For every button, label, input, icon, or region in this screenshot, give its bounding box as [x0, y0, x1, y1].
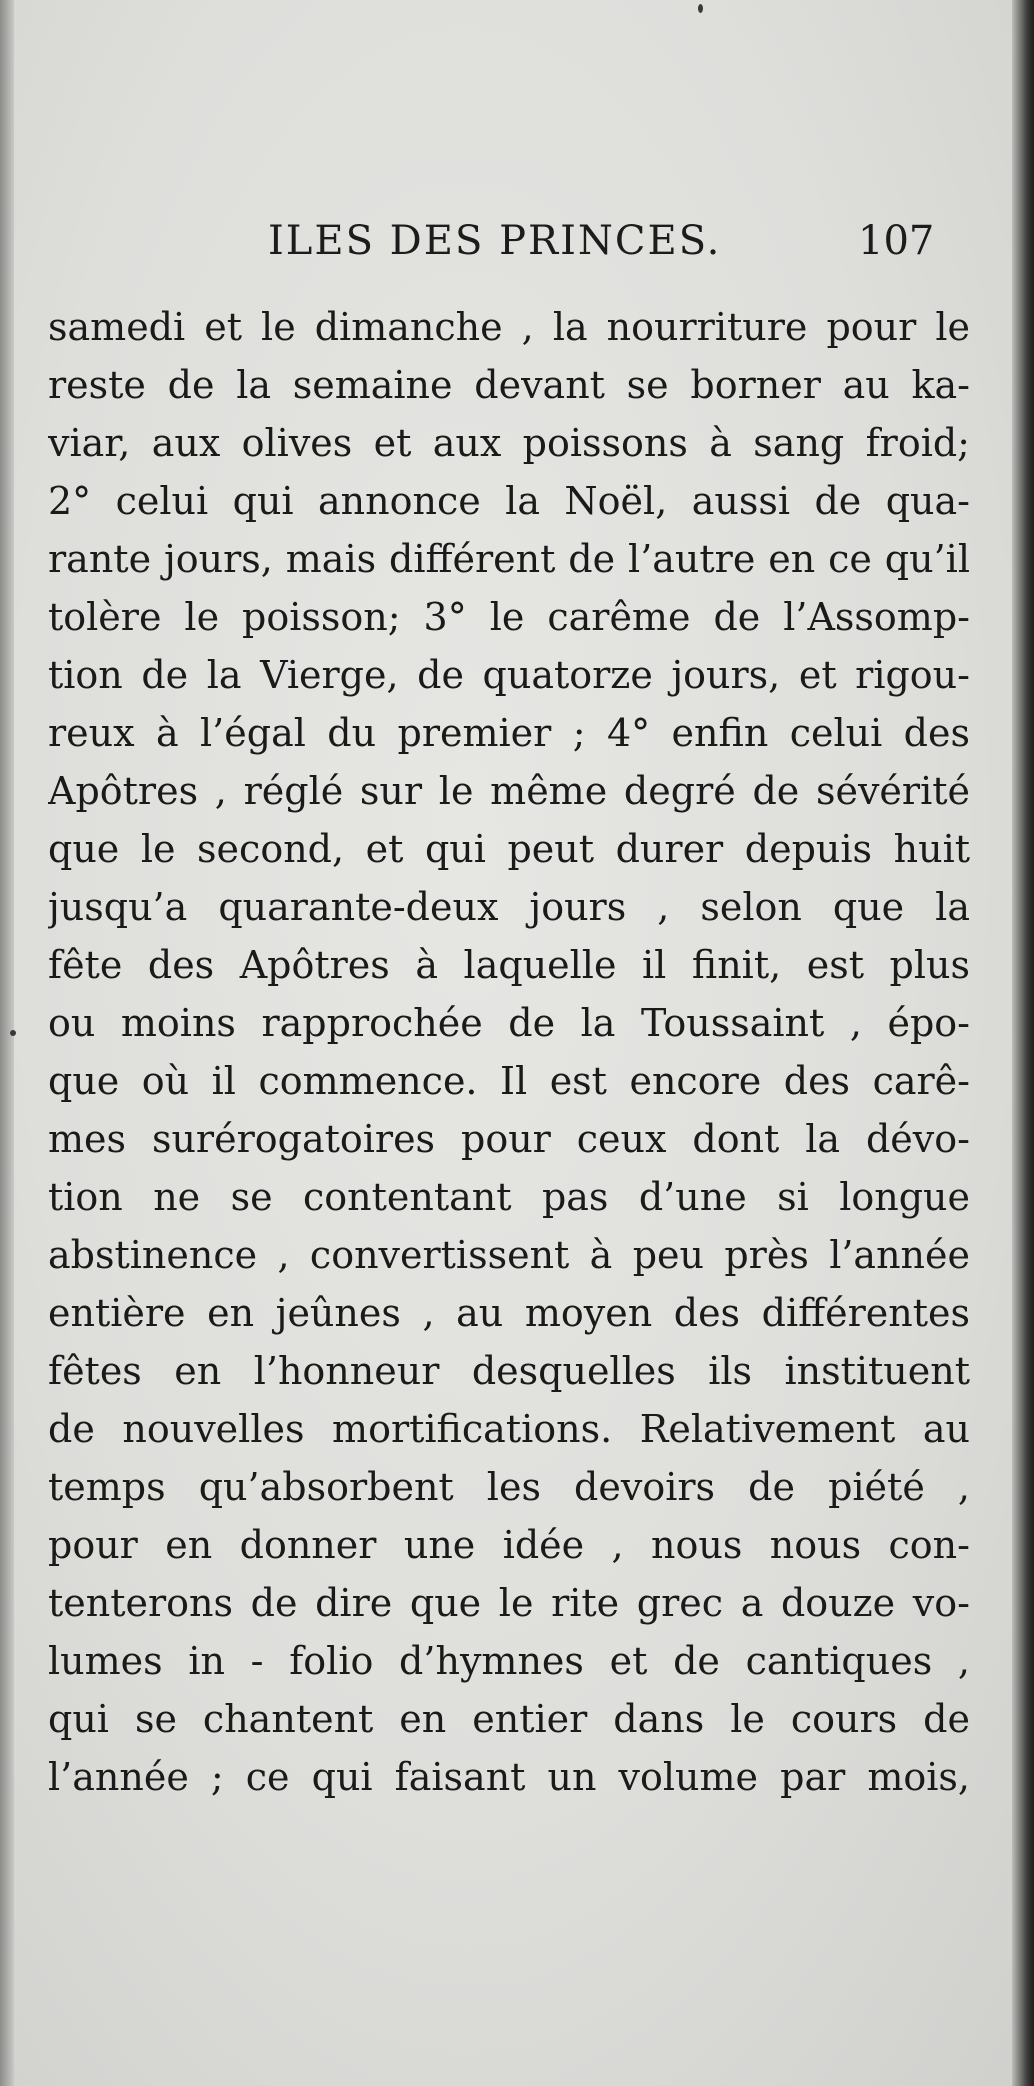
text-line: de nouvelles mortifications. Relativement au	[48, 1407, 970, 1451]
text-line: l’année ; ce qui faisant un volume par mois,	[48, 1755, 970, 1799]
text-line: mes surérogatoires pour ceux dont la dévo-	[48, 1117, 970, 1161]
text-line: tion de la Vierge, de quatorze jours, et rigou-	[48, 653, 970, 697]
text-line: viar, aux olives et aux poissons à sang froid;	[48, 421, 970, 465]
text-line: tolère le poisson; 3° le carême de l’Assomp-	[48, 595, 970, 639]
text-line: reux à l’égal du premier ; 4° enfin celui des	[48, 711, 970, 755]
text-line: pour en donner une idée , nous nous con-	[48, 1523, 970, 1567]
text-line: entière en jeûnes , au moyen des différentes	[48, 1291, 970, 1335]
text-line: reste de la semaine devant se borner au ka-	[48, 363, 970, 407]
text-line: abstinence , convertissent à peu près l’année	[48, 1233, 970, 1277]
page-left-edge	[0, 0, 14, 2086]
text-line: rante jours, mais différent de l’autre en ce qu’il	[48, 537, 970, 581]
text-line: que où il commence. Il est encore des carê-	[48, 1059, 970, 1103]
text-line: jusqu’a quarante-deux jours , selon que la	[48, 885, 970, 929]
paper-speck	[698, 4, 703, 13]
body-text	[48, 298, 970, 1806]
text-line: samedi et le dimanche , la nourriture pour le	[48, 305, 970, 349]
text-line: tenterons de dire que le rite grec a douze vo-	[48, 1581, 970, 1625]
text-line: qui se chantent en entier dans le cours de	[48, 1697, 970, 1741]
text-line: ou moins rapprochée de la Toussaint , épo-	[48, 1001, 970, 1045]
text-line: fêtes en l’honneur desquelles ils instituent	[48, 1349, 970, 1393]
text-line: fête des Apôtres à laquelle il finit, est plus	[48, 943, 970, 987]
running-title: ILES DES PRINCES.	[268, 218, 722, 264]
text-line: Apôtres , réglé sur le même degré de sévérité	[48, 769, 970, 813]
text-line: lumes in - folio d’hymnes et de cantiques ,	[48, 1639, 970, 1683]
text-line: 2° celui qui annonce la Noël, aussi de qua-	[48, 479, 970, 523]
page-header	[0, 218, 1034, 278]
text-line: que le second, et qui peut durer depuis huit	[48, 827, 970, 871]
page-number: 107	[858, 218, 935, 264]
text-line: tion ne se contentant pas d’une si longue	[48, 1175, 970, 1219]
text-line: temps qu’absorbent les devoirs de piété ,	[48, 1465, 970, 1509]
page-binding-shadow	[1012, 0, 1034, 2086]
paper-speck	[10, 1030, 16, 1036]
